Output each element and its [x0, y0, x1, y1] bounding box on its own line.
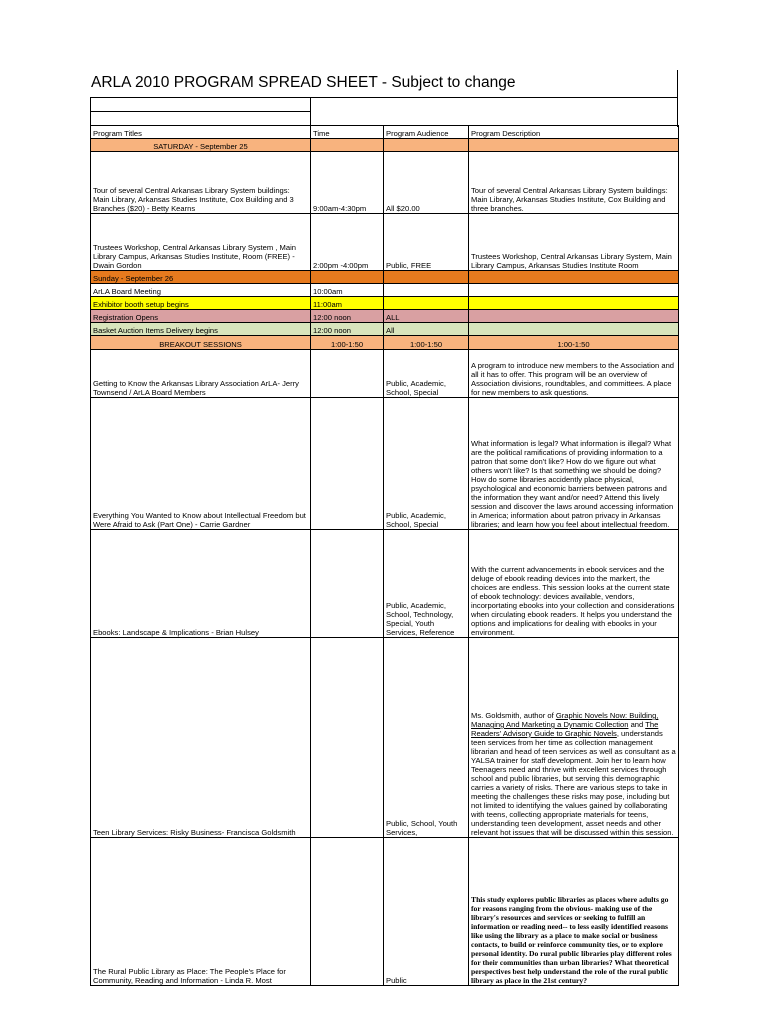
program-title: Trustees Workshop, Central Arkansas Library System , Main Library Campus, Arkansas Studies Institute, Room (FREE) - Dwain Gordon [91, 214, 311, 271]
program-description: With the current advancements in ebook services and the deluge of ebook reading devices into the markert, the choices are endless. This session looks at the current state of ebook technology: devices available, vendors, incorportating ebooks into your collection and considerations when circulating ebook readers. It helps you understand the options and implications for dealing with ebooks in your environment. [469, 530, 679, 638]
section-row-saturday [91, 139, 679, 152]
program-title: Everything You Wanted to Know about Intellectual Freedom but Were Afraid to Ask (Part One) - Carrie Gardner [91, 398, 311, 530]
program-title: Exhibitor booth setup begins [91, 297, 311, 310]
program-description: A program to introduce new members to the Association and all it has to offer. This program will be an overview of Association divisions, roundtables, and committees. A place for new members to ask questions. [469, 350, 679, 398]
table-row [91, 398, 679, 530]
table-row [91, 638, 679, 838]
program-description: Ms. Goldsmith, author of Graphic Novels Now: Building, Managing And Marketing a Dynamic Collection and The Readers' Advisory Guide to Graphic Novels, understands teen services from her time as collection management librarian and head of teen services as well as consultant as a YALSA trainer for staff development. Join her to learn how Teenagers need and thrive with excellent services through school and public libraries, but serving this demographic carries a variety of risks. There are various steps to take in meeting the challenges these risks may pose, including but not limited to identifying the values gained by collaborating with teens, collecting appropriate materials for teens, understanding teen development, asset needs and other relevant hot issues that will be discussed within this session. [469, 638, 679, 838]
program-audience: Public, FREE [384, 214, 469, 271]
program-audience: 1:00-1:50 [384, 336, 469, 350]
table-row [91, 284, 679, 297]
program-audience: ALL [384, 310, 469, 323]
section-row-breakout [91, 336, 679, 350]
header-box [90, 97, 678, 127]
program-title: The Rural Public Library as Place: The People's Place for Community, Reading and Information - Linda R. Most [91, 838, 311, 986]
program-title: Registration Opens [91, 310, 311, 323]
program-description: What information is legal? What information is illegal? What are the political ramifications of providing information to a patron that some don't like? How do we figure out what others won't like? Is that something we should be doing? How do some libraries accidently place physical, psychological and economic barriers between patrons and the information they want and/or need? Attend this lively session and discover the laws around accessing information in America; information about patron privacy in Arkansas libraries; and learn how you feel about intellectual freedom. [469, 398, 679, 530]
program-time: 9:00am-4:30pm [311, 152, 384, 214]
divider [677, 70, 678, 100]
program-time: 1:00-1:50 [311, 336, 384, 350]
program-title: Basket Auction Items Delivery begins [91, 323, 311, 336]
table-row [91, 152, 679, 214]
table-row [91, 838, 679, 986]
program-title: Getting to Know the Arkansas Library Association ArLA- Jerry Townsend / ArLA Board Members [91, 350, 311, 398]
table-row [91, 297, 679, 310]
header-program-description: Program Description [469, 126, 679, 139]
program-description: This study explores public libraries as places where adults go for reasons ranging from the obvious- making use of the library's resources and services or seeking to fulfill an information or reading need-- to less easily identified reasons like using the library as a place to make social or business contacts, to build or reinforce community ties, or to explore personal identity. Do rural public libraries play different roles for their communities than urban libraries? What theoretical perspectives best help understand the role of the rural public library as place in the 21st century? [469, 838, 679, 986]
program-audience: Public, Academic, School, Technology, Special, Youth Services, Reference [384, 530, 469, 638]
program-spreadsheet [90, 125, 679, 986]
program-title: Tour of several Central Arkansas Library System buildings: Main Library, Arkansas Studies Institute, Cox Building and 3 Branches ($20) - Betty Kearns [91, 152, 311, 214]
program-audience: All [384, 323, 469, 336]
program-time: 10:00am [311, 284, 384, 297]
program-time: 2:00pm -4:00pm [311, 214, 384, 271]
program-time: 12:00 noon [311, 323, 384, 336]
program-title: ArLA Board Meeting [91, 284, 311, 297]
section-label: SATURDAY - September 25 [91, 139, 311, 152]
program-time: 11:00am [311, 297, 384, 310]
table-row [91, 530, 679, 638]
program-audience: Public, Academic, School, Special [384, 398, 469, 530]
program-title: Ebooks: Landscape & Implications - Brian Hulsey [91, 530, 311, 638]
program-description: 1:00-1:50 [469, 336, 679, 350]
table-row [91, 350, 679, 398]
header-program-titles: Program Titles [91, 126, 311, 139]
header-program-audience: Program Audience [384, 126, 469, 139]
program-audience: All $20.00 [384, 152, 469, 214]
section-label: Sunday - September 26 [91, 271, 311, 284]
section-label: BREAKOUT SESSIONS [91, 336, 311, 350]
table-row [91, 310, 679, 323]
table-row [91, 214, 679, 271]
program-description: Trustees Workshop, Central Arkansas Library System, Main Library Campus, Arkansas Studies Institute Room [469, 214, 679, 271]
header-time: Time [311, 126, 384, 139]
program-title: Teen Library Services: Risky Business- Francisca Goldsmith [91, 638, 311, 838]
program-description: Tour of several Central Arkansas Library System buildings: Main Library, Arkansas Studies Institute, Cox Building and three branches. [469, 152, 679, 214]
section-row-sunday [91, 271, 679, 284]
header-row [91, 126, 679, 139]
program-audience: Public [384, 838, 469, 986]
table-row [91, 323, 679, 336]
page-title: ARLA 2010 PROGRAM SPREAD SHEET - Subject to change [91, 74, 516, 91]
program-audience: Public, Academic, School, Special [384, 350, 469, 398]
program-audience: Public, School, Youth Services, [384, 638, 469, 838]
program-time: 12:00 noon [311, 310, 384, 323]
